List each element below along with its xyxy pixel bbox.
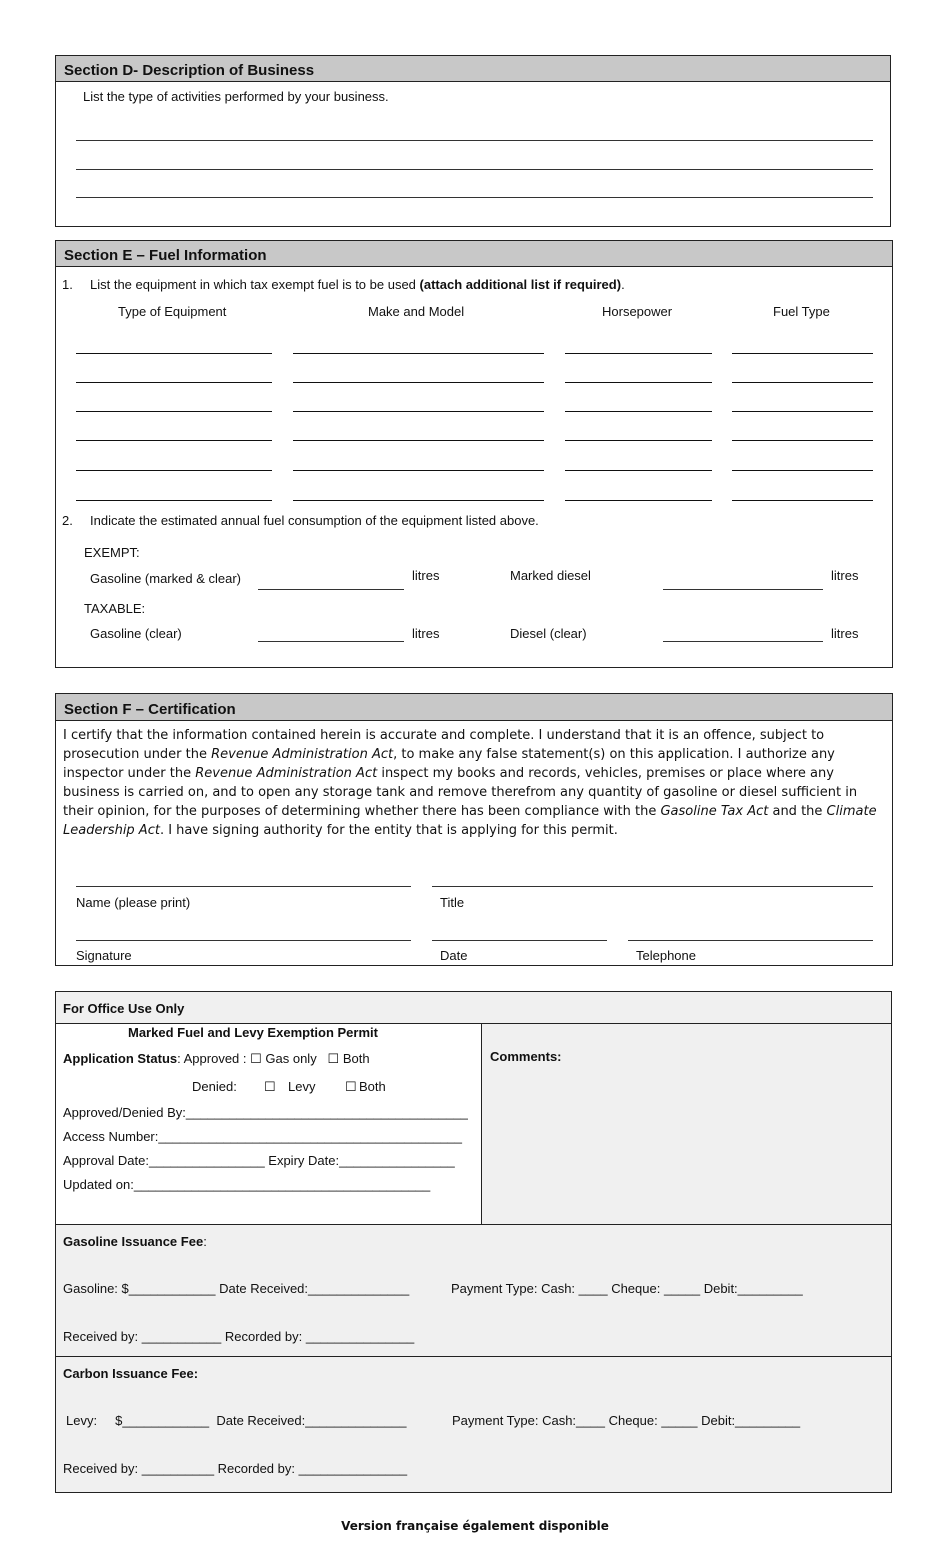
certification-text — [63, 726, 887, 840]
gasoline-received-recorded[interactable]: Received by: ___________ Recorded by: _______________ — [63, 1329, 415, 1344]
item-1-number: 1. — [62, 277, 73, 292]
equipment-field-r1-c2[interactable] — [293, 353, 544, 354]
application-status-row — [63, 1051, 370, 1067]
section-d-title: Section D- Description of Business — [64, 62, 315, 79]
approved-label: : Approved : — [177, 1051, 251, 1066]
approval-expiry-date-field[interactable]: Approval Date:________________ Expiry Date:________________ — [63, 1153, 455, 1168]
litres-unit-4: litres — [831, 626, 859, 641]
carbon-fee-label: Carbon Issuance Fee: — [63, 1366, 199, 1381]
signature-field[interactable] — [76, 940, 411, 941]
gasoline-fee-label: Gasoline Issuance Fee — [63, 1234, 204, 1249]
access-number-field[interactable]: Access Number:__________________________________________ — [63, 1129, 463, 1144]
approved-both-label: Both — [339, 1051, 370, 1066]
equipment-field-r6-c1[interactable] — [76, 500, 272, 501]
equipment-field-r5-c4[interactable] — [732, 470, 873, 471]
equipment-field-r4-c3[interactable] — [565, 440, 712, 441]
activity-line-3[interactable] — [76, 197, 873, 198]
section-f-header — [56, 694, 892, 721]
equipment-field-r4-c2[interactable] — [293, 440, 544, 441]
equipment-field-r2-c4[interactable] — [732, 382, 873, 383]
comments-label: Comments: — [490, 1049, 562, 1064]
taxable-label: TAXABLE: — [84, 601, 146, 616]
equipment-field-r6-c2[interactable] — [293, 500, 544, 501]
gasoline-marked-clear-label: Gasoline (marked & clear) — [90, 571, 241, 586]
item-1-text — [90, 277, 625, 292]
equipment-field-r5-c1[interactable] — [76, 470, 272, 471]
office-vertical-divider — [481, 1023, 482, 1224]
item-1-text-bold: (attach additional list if required) — [419, 277, 622, 292]
cert-text-4: and the — [768, 804, 827, 819]
equipment-field-r4-c1[interactable] — [76, 440, 272, 441]
cert-act-3: Gasoline Tax Act — [660, 804, 769, 819]
column-horsepower: Horsepower — [602, 304, 673, 319]
equipment-field-r6-c4[interactable] — [732, 500, 873, 501]
exempt-label: EXEMPT: — [84, 545, 140, 560]
equipment-field-r3-c4[interactable] — [732, 411, 873, 412]
equipment-field-r5-c3[interactable] — [565, 470, 712, 471]
equipment-field-r5-c2[interactable] — [293, 470, 544, 471]
diesel-clear-label: Diesel (clear) — [510, 626, 587, 641]
equipment-field-r1-c4[interactable] — [732, 353, 873, 354]
activity-line-1[interactable] — [76, 140, 873, 141]
gasoline-fee-line[interactable]: Gasoline: $____________ Date Received:______________ — [63, 1281, 410, 1296]
name-label: Name (please print) — [76, 895, 191, 910]
gasoline-clear-label: Gasoline (clear) — [90, 626, 182, 641]
section-f-title: Section F – Certification — [64, 701, 236, 718]
equipment-field-r2-c2[interactable] — [293, 382, 544, 383]
equipment-field-r3-c3[interactable] — [565, 411, 712, 412]
equipment-field-r3-c2[interactable] — [293, 411, 544, 412]
levy-fee-line[interactable]: Levy: $____________ Date Received:______________ — [66, 1413, 407, 1428]
denied-both-label: Both — [359, 1079, 386, 1094]
item-2-text: Indicate the estimated annual fuel consumption of the equipment listed above. — [90, 513, 539, 528]
date-label: Date — [440, 948, 468, 963]
levy-label: Levy — [288, 1079, 316, 1094]
gas-only-label: Gas only — [261, 1051, 317, 1066]
office-divider-2 — [55, 1356, 892, 1357]
gasoline-payment-type[interactable]: Payment Type: Cash: ____ Cheque: _____ Debit:_________ — [451, 1281, 803, 1296]
levy-checkbox[interactable]: ☐ — [264, 1079, 276, 1094]
cert-text-1: I certify that the information contained herein is accurate and complete. I understand that it is an offence, subject to prosecution under the — [63, 728, 825, 762]
cert-act-2: Revenue Administration Act — [195, 766, 378, 781]
section-d — [55, 55, 891, 227]
title-label: Title — [440, 895, 465, 910]
office-use-title: For Office Use Only — [63, 1001, 185, 1016]
title-field[interactable] — [432, 886, 873, 887]
item-1-text-end: . — [621, 277, 625, 292]
equipment-field-r1-c3[interactable] — [565, 353, 712, 354]
cert-act-1: Revenue Administration Act — [211, 747, 394, 762]
office-divider-1 — [55, 1224, 892, 1225]
gasoline-fee-colon: : — [203, 1234, 207, 1249]
item-1-text-plain: List the equipment in which tax exempt fuel is to be used — [90, 277, 420, 292]
column-type-of-equipment: Type of Equipment — [118, 304, 227, 319]
signature-label: Signature — [76, 948, 132, 963]
name-field[interactable] — [76, 886, 411, 887]
cert-act-4: Climate Leadership Act — [63, 804, 877, 838]
litres-unit-2: litres — [831, 568, 859, 583]
telephone-label: Telephone — [636, 948, 696, 963]
carbon-payment-type[interactable]: Payment Type: Cash:____ Cheque: _____ Debit:_________ — [452, 1413, 801, 1428]
denied-both-checkbox[interactable]: ☐ — [345, 1079, 357, 1094]
approved-both-checkbox[interactable]: ☐ — [327, 1051, 340, 1066]
gasoline-fee-heading — [63, 1234, 207, 1249]
denied-label: Denied: — [192, 1079, 237, 1094]
equipment-field-r4-c4[interactable] — [732, 440, 873, 441]
item-2-number: 2. — [62, 513, 73, 528]
equipment-field-r6-c3[interactable] — [565, 500, 712, 501]
column-fuel-type: Fuel Type — [773, 304, 830, 319]
section-d-instruction: List the type of activities performed by your business. — [83, 89, 389, 104]
updated-on-field[interactable]: Updated on:_________________________________________ — [63, 1177, 431, 1192]
column-make-and-model: Make and Model — [368, 304, 465, 319]
diesel-clear-field[interactable] — [663, 641, 823, 642]
equipment-field-r1-c1[interactable] — [76, 353, 272, 354]
gasoline-clear-field[interactable] — [258, 641, 404, 642]
telephone-field[interactable] — [628, 940, 873, 941]
cert-text-3: inspect my books and records, vehicles, premises or place where any business is carried on, and to open any storage tank and remove therefrom any quantity of gasoline or diesel sufficient in their opinion, for the purposes of determining whether there has been compliance with the — [63, 766, 858, 819]
permit-title: Marked Fuel and Levy Exemption Permit — [128, 1025, 378, 1040]
activity-line-2[interactable] — [76, 169, 873, 170]
date-field[interactable] — [432, 940, 607, 941]
cert-text-5: . I have signing authority for the entity that is applying for this permit. — [159, 823, 618, 838]
section-e-header — [56, 241, 892, 267]
litres-unit-3: litres — [412, 626, 440, 641]
footer-french-version: Version française également disponible — [341, 1519, 609, 1533]
carbon-received-recorded[interactable]: Received by: __________ Recorded by: _______________ — [63, 1461, 408, 1476]
section-d-header — [56, 56, 890, 82]
equipment-field-r2-c1[interactable] — [76, 382, 272, 383]
equipment-field-r3-c1[interactable] — [76, 411, 272, 412]
section-e-title: Section E – Fuel Information — [64, 247, 267, 264]
equipment-field-r2-c3[interactable] — [565, 382, 712, 383]
marked-diesel-field[interactable] — [663, 589, 823, 590]
gas-only-checkbox[interactable]: ☐ — [250, 1051, 262, 1066]
application-status-label: Application Status — [63, 1051, 178, 1066]
cert-text-2: , to make any false statement(s) on this application. I authorize any inspector under the — [63, 747, 835, 781]
approved-by-field[interactable]: Approved/Denied By:_______________________________________ — [63, 1105, 468, 1120]
gasoline-marked-clear-field[interactable] — [258, 589, 404, 590]
litres-unit-1: litres — [412, 568, 440, 583]
marked-diesel-label: Marked diesel — [510, 568, 591, 583]
